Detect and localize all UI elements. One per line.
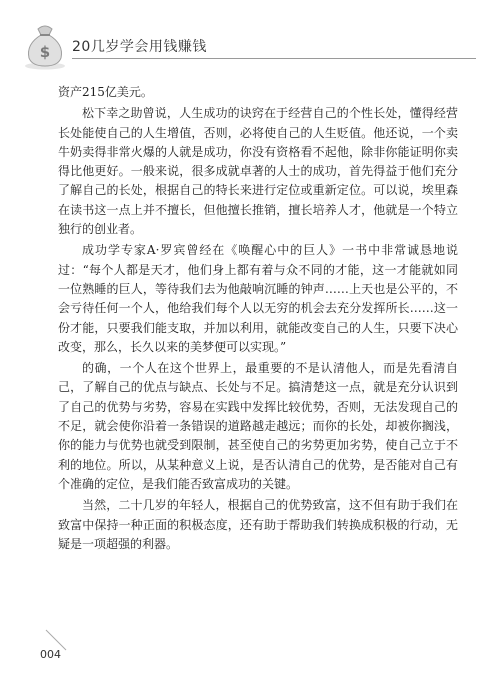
paragraph: 的确，一个人在这个世界上，最重要的不是认清他人，而是先看清自己，了解自己的优点与缺点、长处与不足。搞清楚这一点，就是充分认识到了自己的优势与劣势，容易在实践中发挥比较优势，否则，无法发现自己的不足，就会使你沿着一条错误的道路越走越远；而你的长处，却被你搁浅，你的能力与优势也就受到限制，甚至使自己的劣势更加劣势，使自己立于不利的地位。所以，从某种意义上说，是否认清自己的优势，是否能对自己有个准确的定位，是我们能否致富成功的关键。 (58, 361, 458, 491)
paragraph: 当然，二十几岁的年轻人，根据自己的优势致富，这不但有助于我们在致富中保持一种正面的积极态度，还有助于帮助我们转换成积极的行动，无疑是一项超强的利器。 (58, 498, 458, 551)
money-bag-icon (22, 20, 68, 70)
dollar-sign: $ (39, 43, 51, 61)
page-number: 004 (40, 648, 61, 661)
book-title: 20几岁学会用钱赚钱 (72, 39, 207, 55)
page-header (0, 0, 500, 80)
paragraph: 松下幸之助曾说，人生成功的诀窍在于经营自己的个性长处，懂得经营长处能使自己的人生增值，否则，必将使自己的人生贬值。他还说，一个卖牛奶卖得非常火爆的人就是成功，你没有资格看不起他，除非你能证明你卖得比他更好。一般来说，很多成就卓著的人士的成功，首先得益于他们充分了解自己的长处，根据自己的特长来进行定位或重新定位。可以说，埃里森在读书这一点上并不擅长，但他擅长推销，擅长培养人才，他就是一个特立独行的创业者。 (58, 106, 458, 237)
body-text (58, 83, 458, 554)
paragraph-continuation: 资产215亿美元。 (58, 85, 153, 99)
header-divider (72, 58, 476, 59)
paragraph: 成功学专家A·罗宾曾经在《唤醒心中的巨人》一书中非常诚恳地说过：“每个人都是天才，他们身上都有着与众不同的才能，这一才能就如同一位熟睡的巨人，等待我们去为他敲响沉睡的钟声……上天也是公平的，不会亏待任何一个人，他给我们每个人以无穷的机会去充分发挥所长……这一份才能，只要我们能支取，并加以利用，就能改变自己的人生，只要下决心改变，那么，长久以来的美梦便可以实现。” (58, 243, 458, 354)
